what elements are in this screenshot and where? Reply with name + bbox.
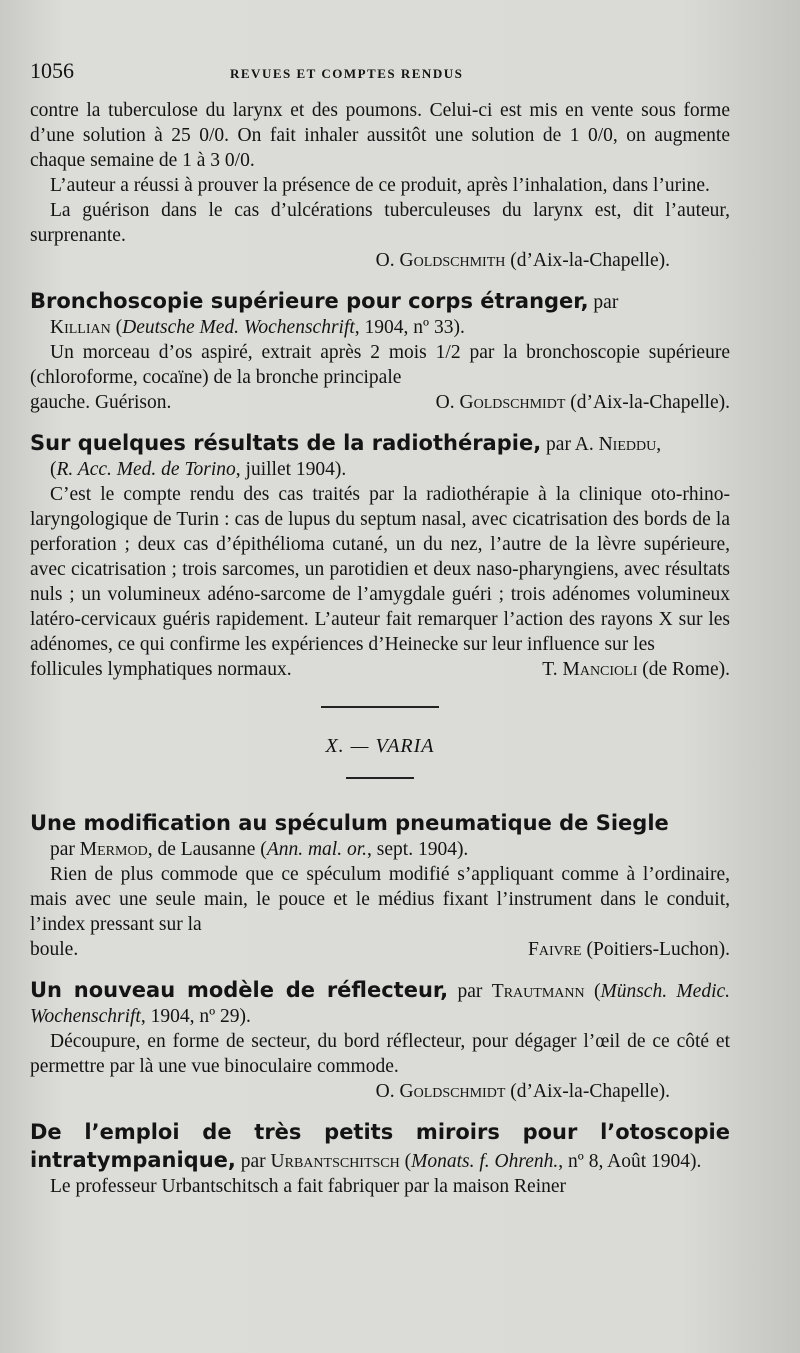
signature-initial: O.	[375, 1081, 395, 1102]
article-par: par	[593, 292, 619, 313]
article-speculum	[30, 809, 730, 962]
article-journal: R. Acc. Med. de Torino	[56, 459, 236, 480]
signature-name: Mancioli	[562, 659, 638, 680]
article-body-end: follicules lymphatiques normaux.	[30, 659, 292, 680]
signature-initial: O.	[435, 392, 455, 413]
article-body: Découpure, en forme de secteur, du bord réflecteur, pour dégager l’œil de ce côté et permettre par là une vue binoculaire commode.	[30, 1031, 730, 1077]
article-body-end: gauche. Guérison.	[30, 392, 172, 413]
intro-paragraph-1: contre la tuberculose du larynx et des poumons. Celui-ci est mis en vente sous forme d’une solution à 25 0/0. On fait inhaler aussitôt une solution de 1 0/0, on augmente chaque semaine de 1 à 3 0/0.	[30, 100, 730, 171]
signature-name: Goldschmith	[399, 250, 506, 271]
signature-initial: O.	[375, 250, 395, 271]
article-title: De l’emploi de très petits miroirs pour l’otoscopie intratympanique,	[30, 1120, 730, 1172]
article-title: Sur quelques résultats de la radiothérapie,	[30, 431, 542, 455]
article-miroirs	[30, 1118, 730, 1199]
signature-place: (d’Aix-la-Chapelle).	[510, 250, 670, 271]
article-author: Mermod	[79, 839, 148, 860]
running-head: REVUES ET COMPTES RENDUS	[230, 66, 464, 81]
article-title: Un nouveau modèle de réflecteur,	[30, 978, 449, 1002]
article-body: Un morceau d’os aspiré, extrait après 2 mois 1/2 par la bronchoscopie supérieure (chloroforme, cocaïne) de la bronche principale	[30, 342, 730, 388]
section-divider-top	[321, 706, 439, 708]
article-reference: , nº 8, Août 1904).	[558, 1151, 702, 1172]
article-body: Rien de plus commode que ce spéculum modifié s’appliquant comme à l’ordinaire, mais avec une seule main, le pouce et le médius fixant l’instrument dans le conduit, l’index pressant sur la	[30, 864, 730, 935]
article-reflecteur	[30, 976, 730, 1104]
article-author: Trautmann	[491, 981, 585, 1002]
article-title: Une modification au spéculum pneumatique de Siegle	[30, 811, 669, 835]
page-header	[30, 58, 730, 98]
article-par: par	[457, 981, 483, 1002]
signature-place: (d’Aix-la-Chapelle).	[570, 392, 730, 413]
article-body: C’est le compte rendu des cas traités par la radiothérapie à la clinique oto-rhino-laryngologique de Turin : cas de lupus du septum nasal, avec cicatrisation des bords de la perforation ; deux cas d’épithélioma cutané, un du nez, l’autre de la lèvre supérieure, avec cicatrisation ; trois sarcomes, un parotidien et deux naso-pharyngiens, avec résultats nuls ; un volumineux adéno-sarcome de l’amygdale guéri ; trois adénomes volumineux latéro-cervicaux guéris rapidement. L’auteur fait remarquer l’action des rayons X sur les adénomes, ce qui confirme les expériences d’Heinecke sur leur influence sur les	[30, 484, 730, 655]
article-author: Killian	[50, 317, 111, 338]
article-signature-row	[30, 937, 730, 962]
article-reference: , 1904, nº 33).	[354, 317, 465, 338]
intro-block	[30, 98, 730, 273]
page-body	[30, 98, 730, 1199]
article-citation: (R. Acc. Med. de Torino, juillet 1904).	[50, 459, 347, 480]
article-heading: De l’emploi de très petits miroirs pour l’otoscopie intratympanique, par Urbantschitsch (Monats. f. Ohrenh., nº 8, Août 1904).	[30, 1120, 730, 1172]
article-reference: , 1904, nº 29).	[140, 1006, 251, 1027]
article-place: , de Lausanne (	[147, 839, 267, 860]
article-author: Nieddu,	[598, 434, 662, 455]
article-journal: Ann. mal. or.	[266, 839, 368, 860]
article-signature	[436, 390, 730, 415]
article-citation: Killian (Deutsche Med. Wochenschrift, 1904, nº 33).	[50, 317, 465, 338]
page-number: 1056	[30, 58, 74, 83]
intro-paragraph-2: L’auteur a réussi à prouver la présence de ce produit, après l’inhalation, dans l’urine.	[50, 175, 710, 196]
section-divider-bottom	[346, 777, 414, 779]
article-reference: , sept. 1904).	[367, 839, 469, 860]
article-par: par A.	[546, 434, 594, 455]
article-heading	[30, 287, 730, 315]
signature-name: Goldschmidt	[399, 1081, 506, 1102]
article-signature	[542, 657, 730, 682]
signature-place: (de Rome).	[642, 659, 730, 680]
article-signature-row	[30, 657, 730, 682]
article-body-end: boule.	[30, 939, 79, 960]
article-journal: Münsch. Medic. Wochenschrift	[30, 981, 731, 1027]
article-heading	[30, 429, 730, 457]
article-signature	[528, 937, 730, 962]
article-title: Bronchoscopie supérieure pour corps étranger,	[30, 289, 589, 313]
article-signature-row	[30, 390, 730, 415]
article-journal: Monats. f. Ohrenh.	[411, 1151, 559, 1172]
article-reference: , juillet 1904).	[235, 459, 347, 480]
article-signature	[30, 1079, 730, 1104]
article-body: Le professeur Urbantschitsch a fait fabriquer par la maison Reiner	[50, 1176, 567, 1197]
article-par: par	[240, 1151, 266, 1172]
article-bronchoscopie	[30, 287, 730, 415]
section-title: X. — VARIA	[325, 735, 435, 757]
signature-initial: T.	[542, 659, 558, 680]
signature-place: (Poitiers-Luchon).	[586, 939, 730, 960]
article-par: par	[50, 839, 75, 860]
article-author: Urbantschitsch	[270, 1151, 400, 1172]
article-heading: Un nouveau modèle de réflecteur, par Trautmann (Münsch. Medic. Wochenschrift, 1904, nº 29).	[30, 978, 731, 1027]
intro-signature	[30, 248, 730, 273]
signature-name: Goldschmidt	[459, 392, 566, 413]
article-radiotherapie	[30, 429, 730, 682]
article-citation	[30, 837, 730, 862]
signature-name: Faivre	[527, 939, 582, 960]
intro-paragraph-3: La guérison dans le cas d’ulcérations tuberculeuses du larynx est, dit l’auteur, surprenante.	[30, 200, 730, 246]
article-journal: Deutsche Med. Wochenschrift	[122, 317, 355, 338]
signature-place: (d’Aix-la-Chapelle).	[510, 1081, 670, 1102]
